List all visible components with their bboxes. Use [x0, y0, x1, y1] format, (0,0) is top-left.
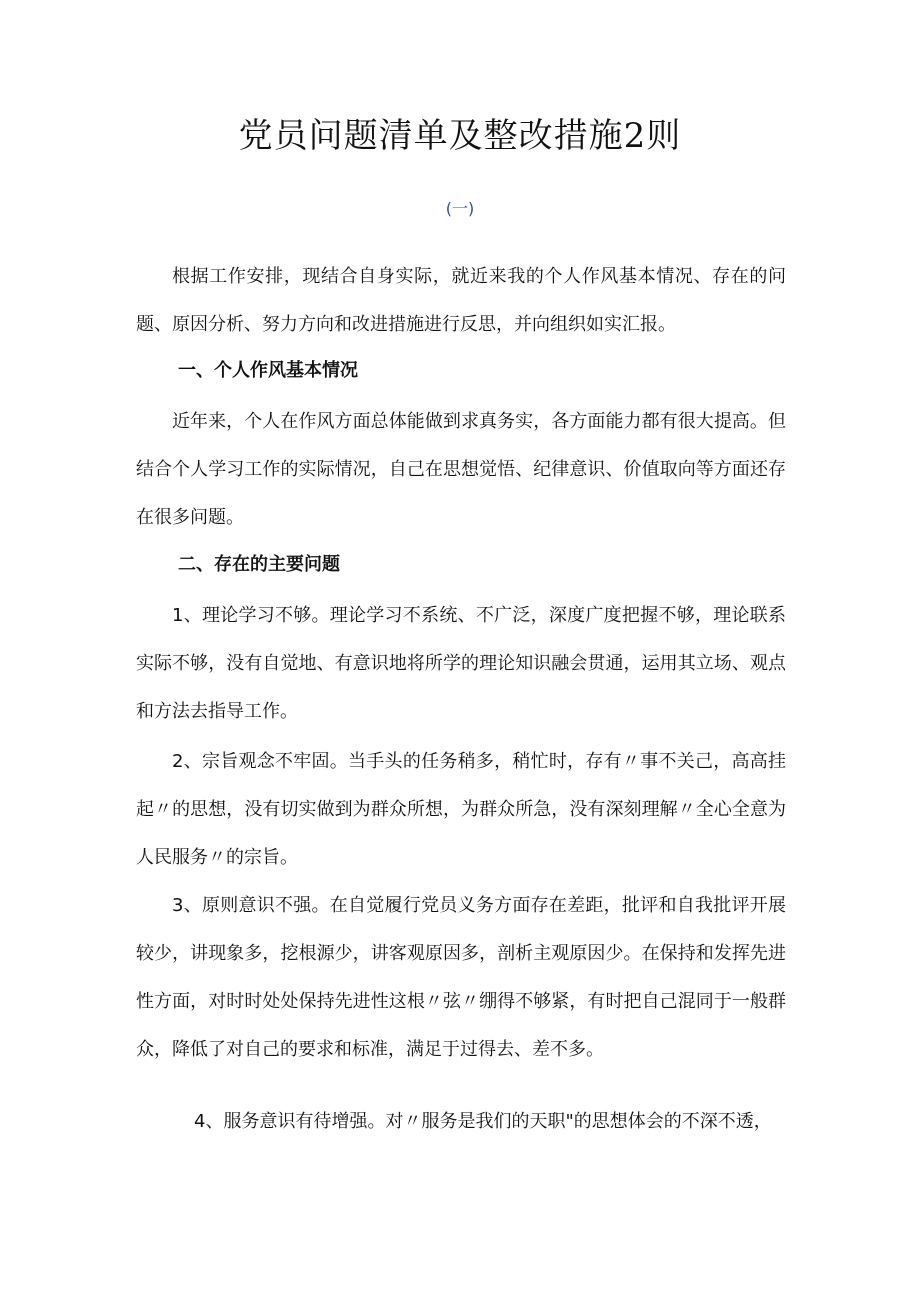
problem-item-2: 2、宗旨观念不牢固。当手头的任务稍多，稍忙时，存有〃事不关己，高高挂起〃的思想，没有切实做到为群众所想，为群众所急，没有深刻理解〃全心全意为人民服务〃的宗旨。: [136, 751, 786, 868]
problem-item-1: 1、理论学习不够。理论学习不系统、不广泛，深度广度把握不够，理论联系实际不够，没有自觉地、有意识地将所学的理论知识融会贯通，运用其立场、观点和方法去指导工作。: [136, 605, 786, 722]
document-subtitle: (一): [445, 199, 475, 218]
intro-paragraph: 根据工作安排，现结合自身实际，就近来我的个人作风基本情况、存在的问题、原因分析、努力方向和改进措施进行反思，并向组织如实汇报。: [136, 266, 786, 335]
problem-item-4: 4、服务意识有待增强。对〃服务是我们的天职"的思想体会的不深不透，: [194, 1111, 772, 1132]
document-title: 党员问题清单及整改措施2则: [238, 116, 682, 156]
section2-heading: 二、存在的主要问题: [178, 554, 340, 575]
section1-paragraph: 近年来，个人在作风方面总体能做到求真务实，各方面能力都有很大提高。但结合个人学习工作的实际情况，自己在思想觉悟、纪律意识、价值取向等方面还存在很多问题。: [136, 411, 786, 528]
section1-heading: 一、个人作风基本情况: [178, 360, 358, 381]
problem-item-3: 3、原则意识不强。在自觉履行党员义务方面存在差距，批评和自我批评开展较少，讲现象多，挖根源少，讲客观原因多，剖析主观原因少。在保持和发挥先进性方面，对时时处处保持先进性这根〃弦〃绷得不够紧，有时把自己混同于一般群众，降低了对自己的要求和标准，满足于过得去、差不多。: [136, 895, 786, 1060]
